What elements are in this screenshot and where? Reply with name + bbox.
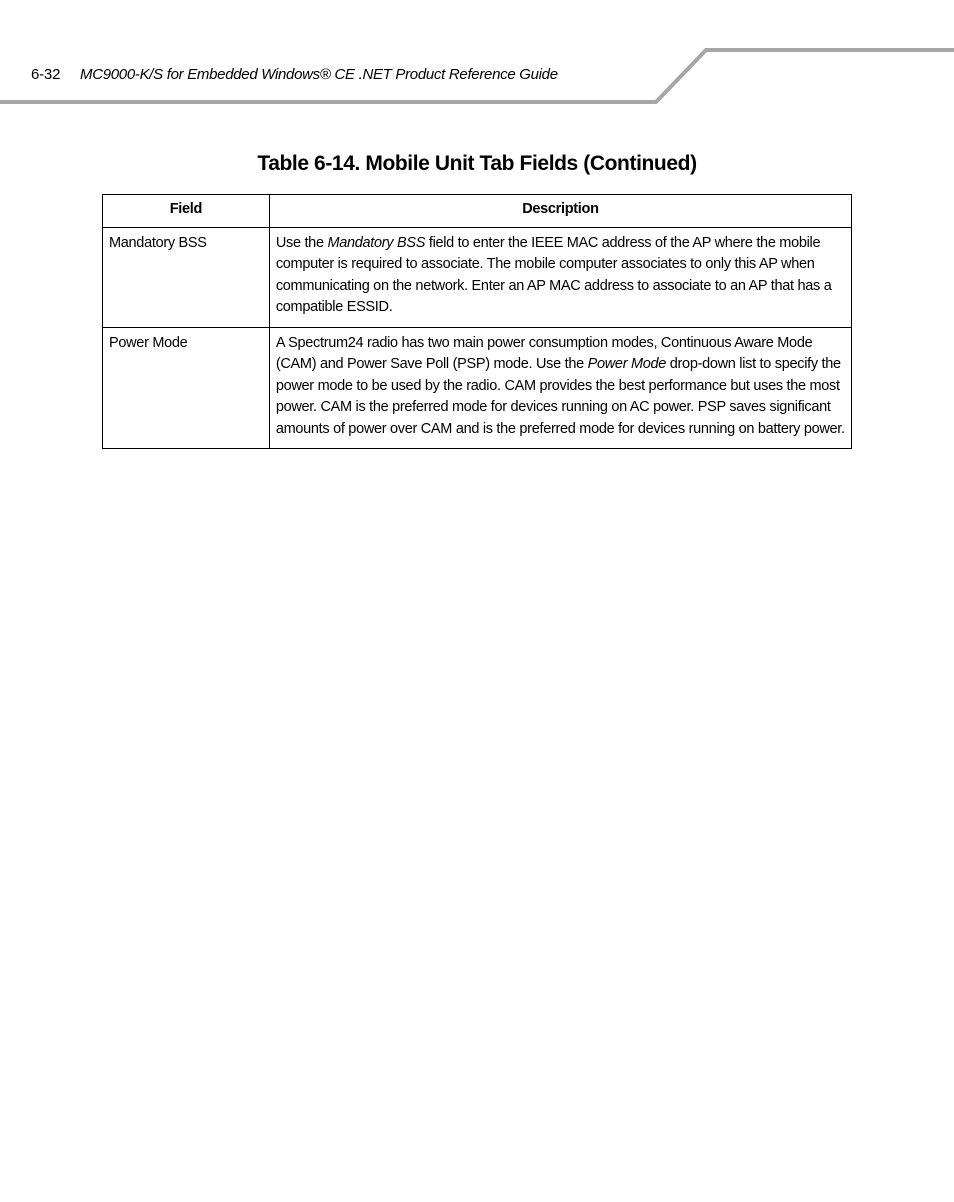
field-cell: Mandatory BSS: [103, 227, 270, 327]
description-text: drop-down list to specify the power mode to be used by the radio. CAM provides the best performance but uses the most power. CAM is the preferred mode for devices running on AC power. PSP saves significant amounts of power over CAM and is the preferred mode for devices running on battery power.: [275, 356, 845, 437]
header-rule: [0, 0, 954, 110]
description-cell: [269, 227, 851, 327]
description-cell: [269, 327, 851, 449]
table-row: [103, 227, 852, 327]
description-emphasis: Mandatory BSS: [327, 234, 426, 251]
field-cell: Power Mode: [103, 327, 270, 449]
table-row: [103, 327, 852, 449]
table-title: Table 6-14. Mobile Unit Tab Fields (Continued): [257, 152, 697, 175]
description-text: Use the: [275, 234, 328, 251]
description-text: A Spectrum24 radio has two main power consumption modes, Continuous Aware Mode (CAM) and Power Save Poll (PSP) mode. Use the: [275, 334, 813, 372]
description-emphasis: Power Mode: [587, 356, 667, 372]
column-header-field: Field: [103, 195, 270, 228]
description-text: field to enter the IEEE MAC address of the AP where the mobile computer is required to associate. The mobile computer associates to only this AP when communicating on the network. Enter an AP MAC address to associate to an AP that has a compatible ESSID.: [275, 234, 832, 315]
page-number: 6-32: [31, 66, 61, 83]
column-header-description: Description: [269, 195, 851, 228]
running-title: MC9000-K/S for Embedded Windows® CE .NET Product Reference Guide: [80, 66, 558, 83]
table-header-row: [103, 195, 852, 228]
mobile-unit-fields-table: [102, 194, 852, 449]
